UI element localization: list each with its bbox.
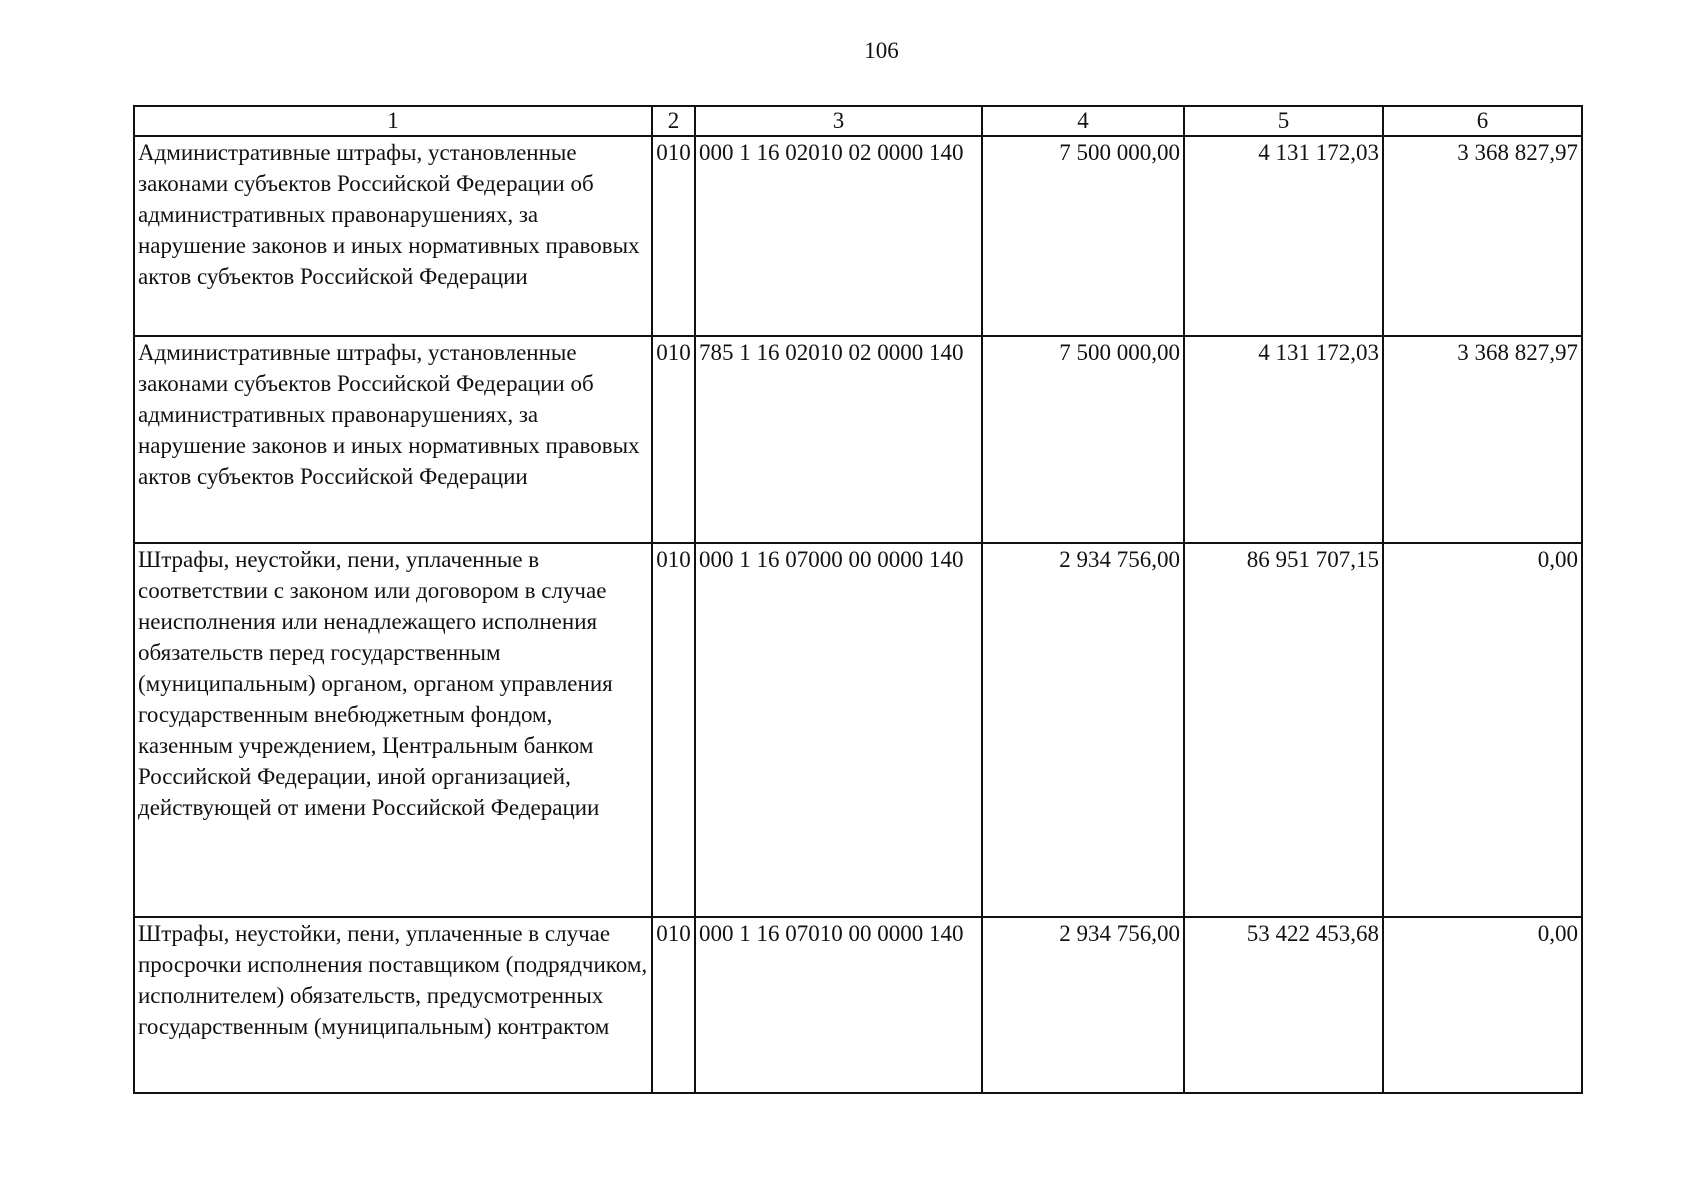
budget-classification-code: 000 1 16 07000 00 0000 140 — [695, 543, 982, 917]
admin-code: 010 — [652, 336, 695, 543]
row-name: Административные штрафы, установленные законами субъектов Российской Федерации об административных правонарушениях, за нарушение законов и иных нормативных правовых актов субъектов Российской Федерации — [134, 136, 652, 336]
column-4-value: 2 934 756,00 — [982, 917, 1184, 1093]
table-row — [134, 543, 1582, 917]
header-row — [134, 106, 1582, 136]
budget-table — [133, 105, 1583, 1094]
budget-classification-code: 000 1 16 02010 02 0000 140 — [695, 136, 982, 336]
column-header-2: 2 — [652, 106, 695, 136]
budget-classification-code: 000 1 16 07010 00 0000 140 — [695, 917, 982, 1093]
row-name: Штрафы, неустойки, пени, уплаченные в соответствии с законом или договором в случае неисполнения или ненадлежащего исполнения обязательств перед государственным (муниципальным) органом, органом управления государственным внебюджетным фондом, казенным учреждением, Центральным банком Российской Федерации, иной организацией, действующей от имени Российской Федерации — [134, 543, 652, 917]
table-row — [134, 136, 1582, 336]
column-5-value: 4 131 172,03 — [1184, 336, 1383, 543]
admin-code: 010 — [652, 543, 695, 917]
table-header — [134, 106, 1582, 136]
column-6-value: 3 368 827,97 — [1383, 336, 1582, 543]
column-4-value: 2 934 756,00 — [982, 543, 1184, 917]
column-6-value: 0,00 — [1383, 917, 1582, 1093]
column-4-value: 7 500 000,00 — [982, 136, 1184, 336]
row-name: Административные штрафы, установленные законами субъектов Российской Федерации об административных правонарушениях, за нарушение законов и иных нормативных правовых актов субъектов Российской Федерации — [134, 336, 652, 543]
column-header-6: 6 — [1383, 106, 1582, 136]
column-header-4: 4 — [982, 106, 1184, 136]
column-header-1: 1 — [134, 106, 652, 136]
admin-code: 010 — [652, 917, 695, 1093]
column-header-3: 3 — [695, 106, 982, 136]
budget-classification-code: 785 1 16 02010 02 0000 140 — [695, 336, 982, 543]
column-5-value: 53 422 453,68 — [1184, 917, 1383, 1093]
table-row — [134, 336, 1582, 543]
row-name: Штрафы, неустойки, пени, уплаченные в случае просрочки исполнения поставщиком (подрядчиком, исполнителем) обязательств, предусмотренных государственным (муниципальным) контрактом — [134, 917, 652, 1093]
column-header-5: 5 — [1184, 106, 1383, 136]
admin-code: 010 — [652, 136, 695, 336]
column-4-value: 7 500 000,00 — [982, 336, 1184, 543]
column-6-value: 3 368 827,97 — [1383, 136, 1582, 336]
table-row — [134, 917, 1582, 1093]
column-5-value: 86 951 707,15 — [1184, 543, 1383, 917]
column-5-value: 4 131 172,03 — [1184, 136, 1383, 336]
page-number: 106 — [864, 38, 899, 63]
column-6-value: 0,00 — [1383, 543, 1582, 917]
